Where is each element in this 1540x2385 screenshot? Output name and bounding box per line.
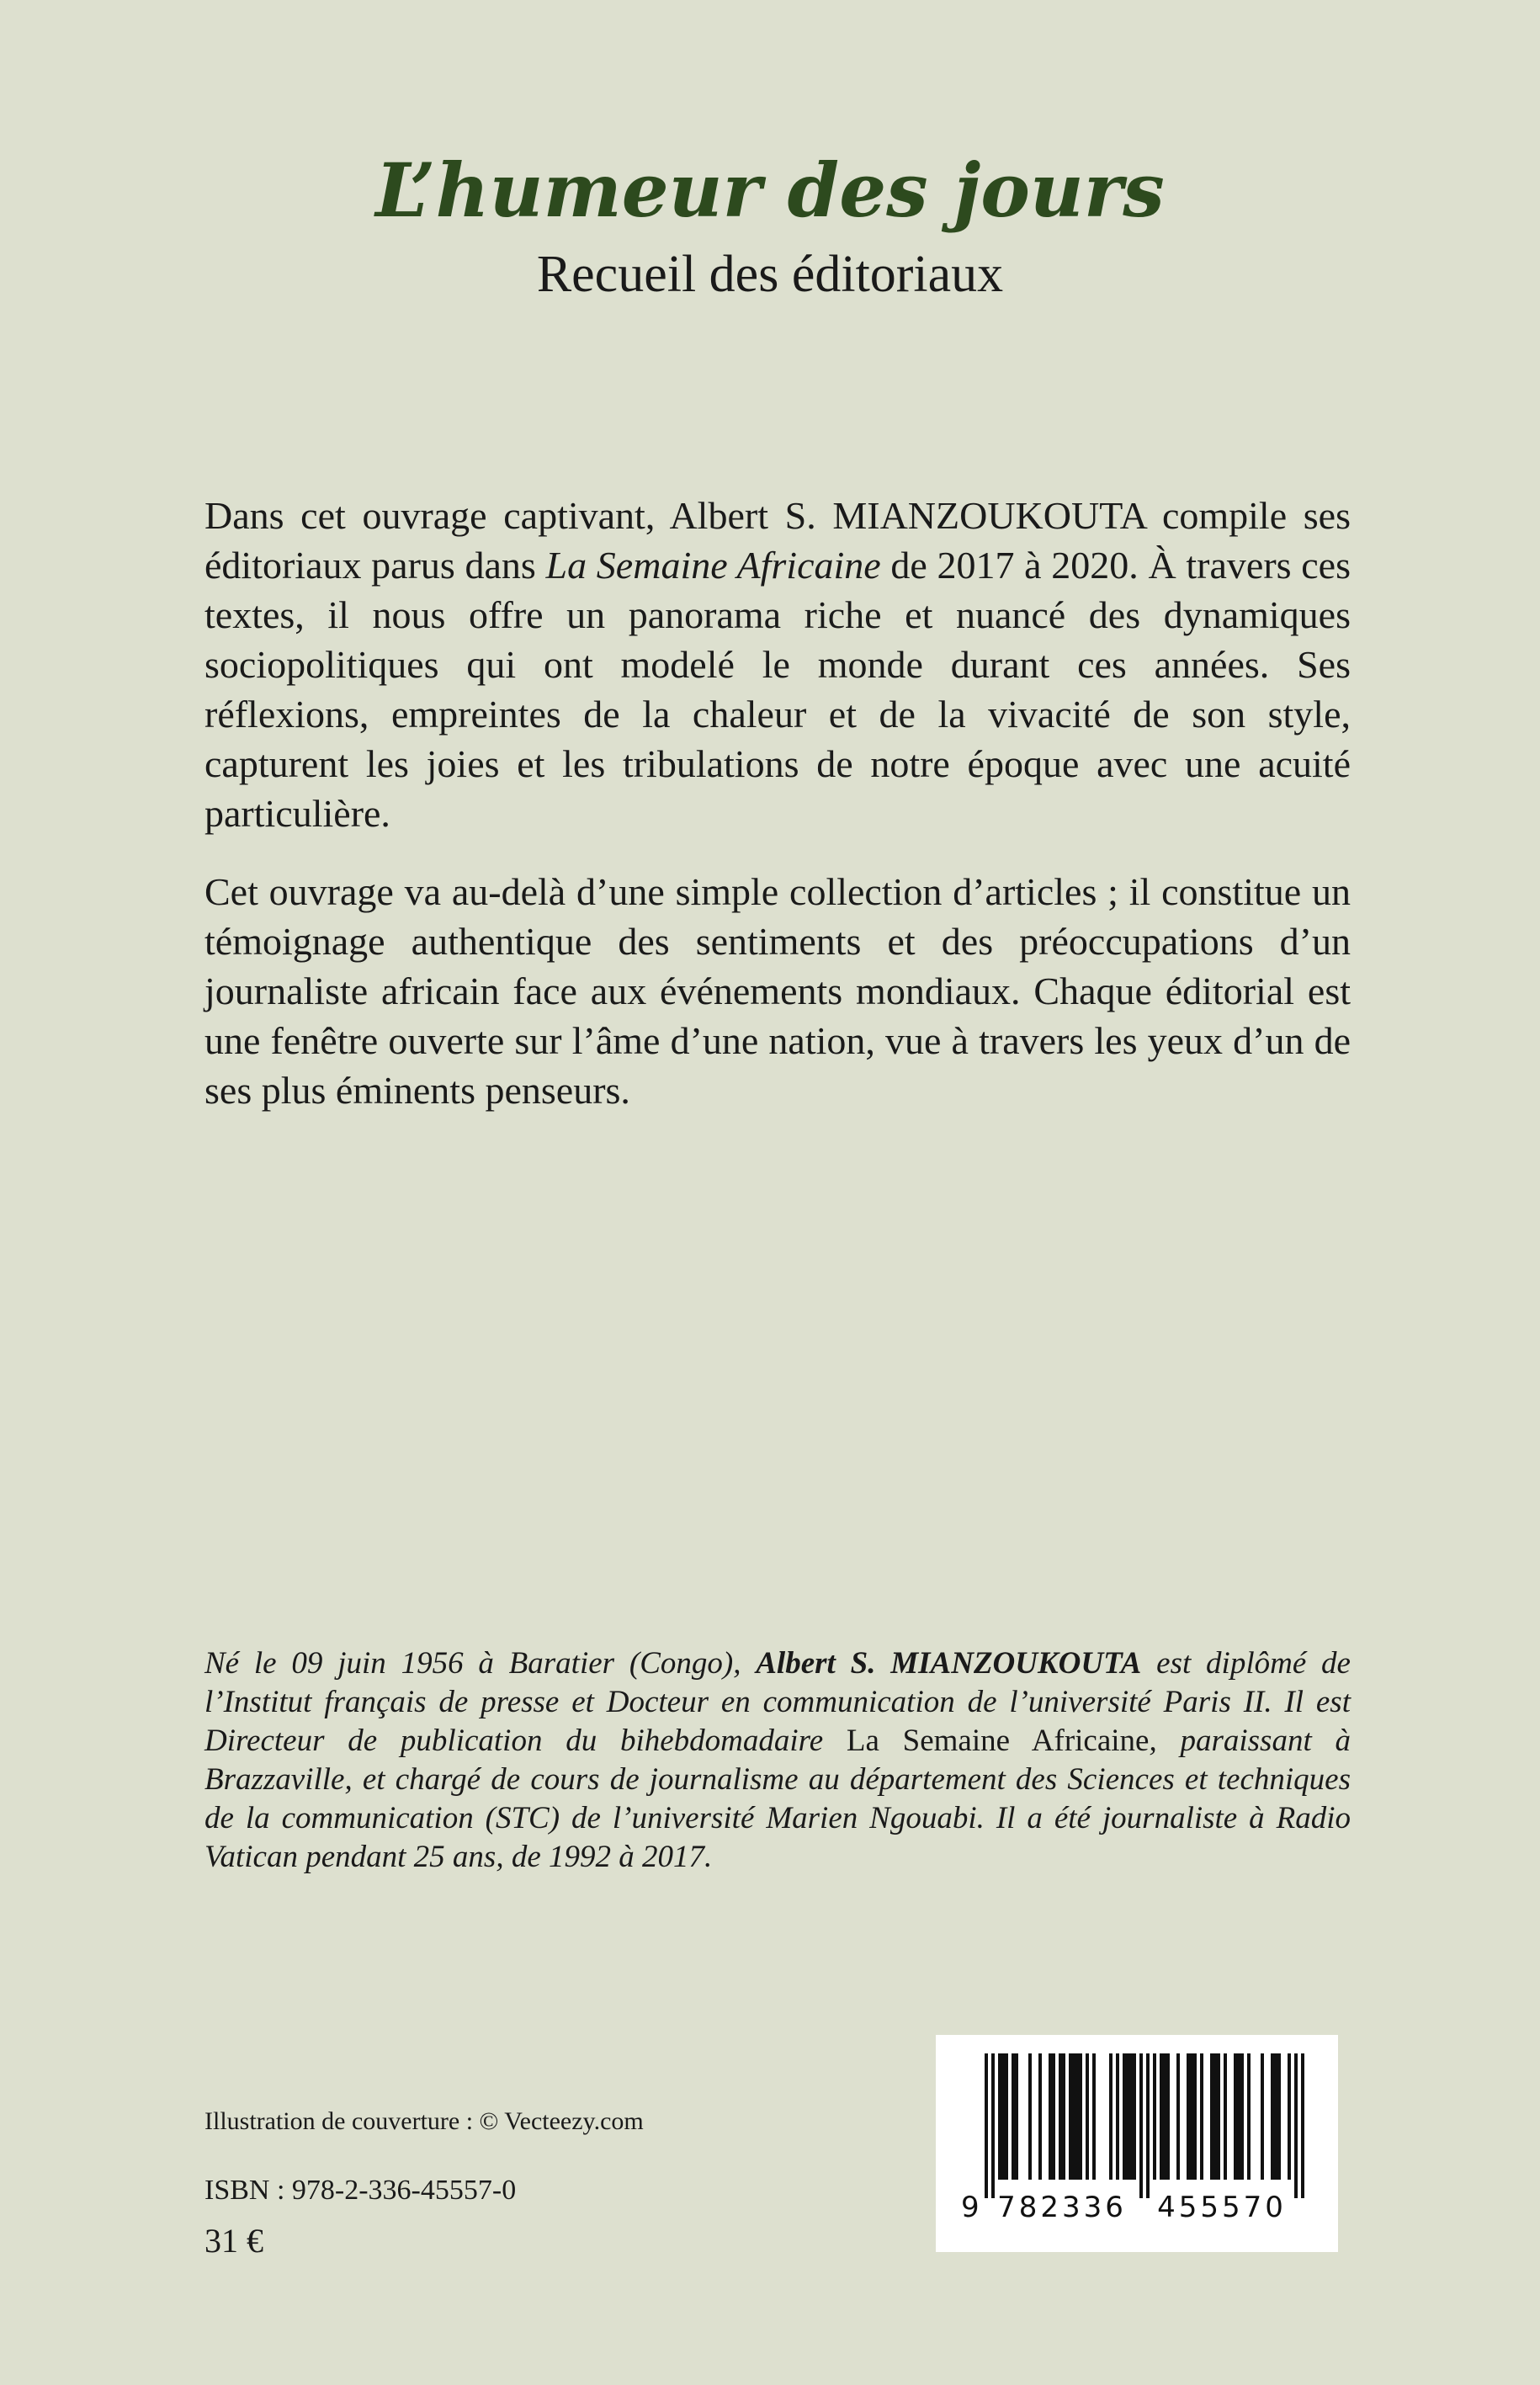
barcode-bar (1288, 2053, 1291, 2180)
barcode-image (936, 2035, 1338, 2252)
barcode-panel (936, 2035, 1338, 2252)
barcode-bar (1059, 2053, 1062, 2180)
barcode-bar (1001, 2053, 1005, 2180)
barcode-bar (1052, 2053, 1055, 2180)
barcode-bar (991, 2053, 995, 2198)
barcode-bar (1210, 2053, 1213, 2180)
barcode-bar (1139, 2053, 1143, 2198)
barcode-bar (1271, 2053, 1274, 2180)
barcode-bar (1274, 2053, 1277, 2180)
barcode-bar (985, 2053, 988, 2198)
barcode-bar (1160, 2053, 1163, 2180)
blurb-paragraph-1 (204, 491, 1351, 838)
barcode-bar (1012, 2053, 1015, 2180)
barcode-bar (1294, 2053, 1298, 2198)
barcode-bar (1166, 2053, 1170, 2180)
barcode-bar (1163, 2053, 1166, 2180)
barcode-bar (1129, 2053, 1133, 2180)
bio-intro: Né le 09 juin 1956 à Baratier (Congo), (204, 1646, 757, 1681)
barcode-bars (985, 2053, 1304, 2198)
barcode-bar (1217, 2053, 1220, 2180)
barcode-bar (1224, 2053, 1227, 2180)
blurb-p1-newspaper: La Semaine Africaine (545, 544, 881, 587)
barcode-bar (1190, 2053, 1193, 2180)
illustration-credit: Illustration de couverture : © Vecteezy.com (204, 2107, 644, 2135)
barcode-bar (1240, 2053, 1244, 2180)
bio-author-name: Albert S. MIANZOUKOUTA (756, 1646, 1142, 1681)
author-bio-text (204, 1644, 1351, 1877)
barcode-bar (1193, 2053, 1197, 2180)
barcode-first-digit: 9 (961, 2191, 980, 2224)
bio-middle: est diplômé de l’Institut français de presse et Docteur en communication de l’université Paris II. Il est Directeur de publication du bihebdomadaire (204, 1646, 1351, 1758)
barcode-bar (1187, 2053, 1190, 2180)
barcode-bar (1234, 2053, 1237, 2180)
price-text: 31 € (204, 2222, 263, 2260)
blurb-p1-text-start: Dans cet ouvrage captivant, Albert S. MIANZOUKOUTA compile ses éditoriaux parus dans (204, 494, 1351, 587)
barcode-bar (1123, 2053, 1126, 2180)
barcode-bar (1126, 2053, 1129, 2180)
book-title: L’humeur des jours (375, 146, 1165, 234)
barcode-bar (1213, 2053, 1217, 2180)
barcode-bar (1277, 2053, 1281, 2180)
barcode-bar (1092, 2053, 1096, 2180)
barcode-bar (1301, 2053, 1304, 2198)
barcode-bar (1247, 2053, 1251, 2180)
barcode-bar (1069, 2053, 1072, 2180)
title-block (0, 143, 1540, 308)
author-bio (204, 1644, 1351, 1877)
barcode-bar (1153, 2053, 1156, 2180)
barcode-bar (1049, 2053, 1052, 2180)
barcode-bar (998, 2053, 1001, 2180)
barcode-left-group: 782336 (997, 2191, 1127, 2224)
blurb-p1-text-end: de 2017 à 2020. À travers ces textes, il nous offre un panorama riche et nuancé des dynamiques sociopolitiques qui ont modelé le monde durant ces années. Ses réflexions, empreintes de la chaleur et de la vivacité de son style, capturent les joies et les tribulations de notre époque avec une acuité particulière. (204, 544, 1351, 835)
back-cover-blurb (204, 491, 1351, 1144)
bio-publication: La Semaine Africaine (846, 1724, 1150, 1758)
barcode-bar (1075, 2053, 1079, 2180)
barcode-bar (1079, 2053, 1082, 2180)
bio-end: , paraissant à Brazzaville, et chargé de cours de journalisme au département des Sciences et techniques de la communication (STC) de l’université Marien Ngouabi. Il a été journaliste à Radio Vatican pendant 25 ans, de 1992 à 2017. (204, 1724, 1351, 1874)
barcode-bar (1015, 2053, 1018, 2180)
barcode-bar (1116, 2053, 1119, 2180)
barcode-bar (1028, 2053, 1032, 2180)
barcode-bar (1072, 2053, 1075, 2180)
barcode-bar (1109, 2053, 1113, 2180)
barcode-bar (1086, 2053, 1089, 2180)
barcode-bar (1237, 2053, 1240, 2180)
barcode-bar (1200, 2053, 1203, 2180)
barcode-bar (1176, 2053, 1180, 2180)
barcode-bar (1133, 2053, 1136, 2180)
isbn-text: ISBN : 978-2-336-45557-0 (204, 2175, 517, 2206)
barcode-bar (1005, 2053, 1008, 2180)
barcode-bar (1062, 2053, 1065, 2180)
barcode-right-group: 455570 (1157, 2191, 1287, 2224)
barcode-bar (1038, 2053, 1042, 2180)
barcode-bar (1146, 2053, 1150, 2198)
book-subtitle: Recueil des éditoriaux (536, 246, 1004, 303)
blurb-paragraph-2: Cet ouvrage va au-delà d’une simple collection d’articles ; il constitue un témoignage authentique des sentiments et des préoccupations d’un journaliste africain face aux événements mondiaux. Chaque éditorial est une fenêtre ouverte sur l’âme d’une nation, vue à travers les yeux d’un de ses plus éminents penseurs. (204, 870, 1351, 1112)
barcode-bar (1261, 2053, 1264, 2180)
